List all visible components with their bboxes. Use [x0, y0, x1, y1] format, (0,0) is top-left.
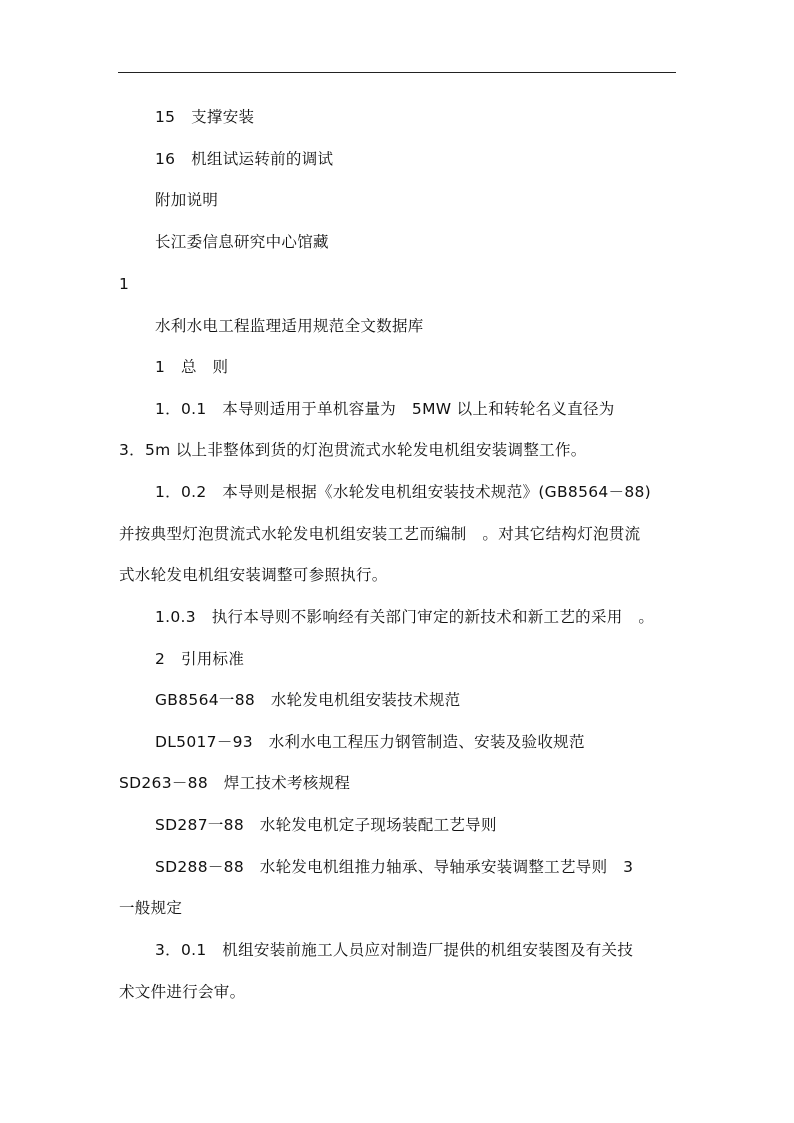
section-heading-1: 1 总 则 — [155, 358, 229, 376]
standard-sd263: SD263－88 焊工技术考核规程 — [119, 774, 351, 792]
page-number: 1 — [119, 275, 130, 293]
standard-sd288: SD288－88 水轮发电机组推力轴承、导轴承安装调整工艺导则 3 — [155, 858, 634, 876]
section-heading-2: 2 引用标准 — [155, 650, 245, 668]
database-title: 水利水电工程监理适用规范全文数据库 — [155, 317, 424, 335]
clause-3-0-1-cont: 术文件进行会审。 — [119, 983, 246, 1001]
clause-1-0-2-cont-2: 式水轮发电机组安装调整可参照执行。 — [119, 566, 388, 584]
toc-appendix: 附加说明 — [155, 191, 219, 209]
clause-3-0-1: 3．0.1 机组安装前施工人员应对制造厂提供的机组安装图及有关技 — [155, 941, 634, 959]
standard-gb8564: GB8564一88 水轮发电机组安装技术规范 — [155, 691, 461, 709]
standard-sd287: SD287一88 水轮发电机定子现场装配工艺导则 — [155, 816, 497, 834]
section-heading-3: 一般规定 — [119, 899, 183, 917]
clause-1-0-1-cont: 3．5m 以上非整体到货的灯泡贯流式水轮发电机组安装调整工作。 — [119, 441, 587, 459]
collection-note: 长江委信息研究中心馆藏 — [155, 233, 329, 251]
toc-item-15: 15 支撑安装 — [155, 108, 255, 126]
clause-1-0-2: 1．0.2 本导则是根据《水轮发电机组安装技术规范》(GB8564－88) — [155, 483, 652, 501]
header-rule — [118, 72, 676, 73]
clause-1-0-2-cont-1: 并按典型灯泡贯流式水轮发电机组安装工艺而编制 。对其它结构灯泡贯流 — [119, 525, 641, 543]
toc-item-16: 16 机组试运转前的调试 — [155, 150, 334, 168]
clause-1-0-1: 1．0.1 本导则适用于单机容量为 5MW 以上和转轮名义直径为 — [155, 400, 615, 418]
standard-dl5017: DL5017－93 水利水电工程压力钢管制造、安装及验收规范 — [155, 733, 585, 751]
clause-1-0-3: 1.0.3 执行本导则不影响经有关部门审定的新技术和新工艺的采用 。 — [155, 608, 655, 626]
